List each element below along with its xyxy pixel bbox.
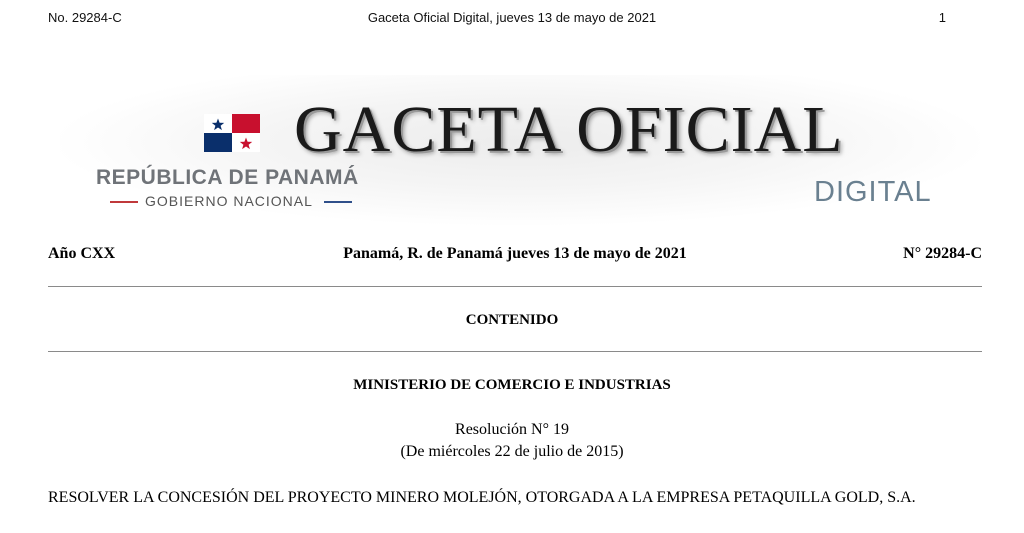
gazette-number-header: No. 29284-C [48,10,122,25]
masthead [0,40,1024,230]
page-number: 1 [938,10,946,25]
gazette-title-header: Gaceta Oficial Digital, jueves 13 de mayo de 2021 [367,10,657,25]
resolution-number: Resolución N° 19 [455,421,569,438]
panama-flag-icon [204,114,260,152]
country-name: REPÚBLICA DE PANAMÁ [96,166,359,189]
issue-info-row [48,245,982,267]
government-label: GOBIERNO NACIONAL [145,193,313,209]
blue-dash-divider [324,201,352,203]
issue-year: Año CXX [48,245,116,262]
government-tagline [110,192,370,212]
masthead-title: GACETA OFICIAL [294,93,844,166]
resolution-date: (De miércoles 22 de julio de 2015) [400,443,624,460]
issue-number: N° 29284-C [903,245,982,262]
red-dash-divider [110,201,138,203]
contents-heading: CONTENIDO [465,312,559,328]
ministry-heading: MINISTERIO DE COMERCIO E INDUSTRIAS [353,377,671,393]
resolution-summary: RESOLVER LA CONCESIÓN DEL PROYECTO MINERO MOLEJÓN, OTORGADA A LA EMPRESA PETAQUILLA GOLD, S.A. [48,489,916,506]
running-header [48,10,976,30]
divider-top [48,286,982,287]
divider-bottom [48,351,982,352]
edition-label: DIGITAL [814,176,932,208]
issue-date: Panamá, R. de Panamá jueves 13 de mayo de 2021 [343,245,687,262]
